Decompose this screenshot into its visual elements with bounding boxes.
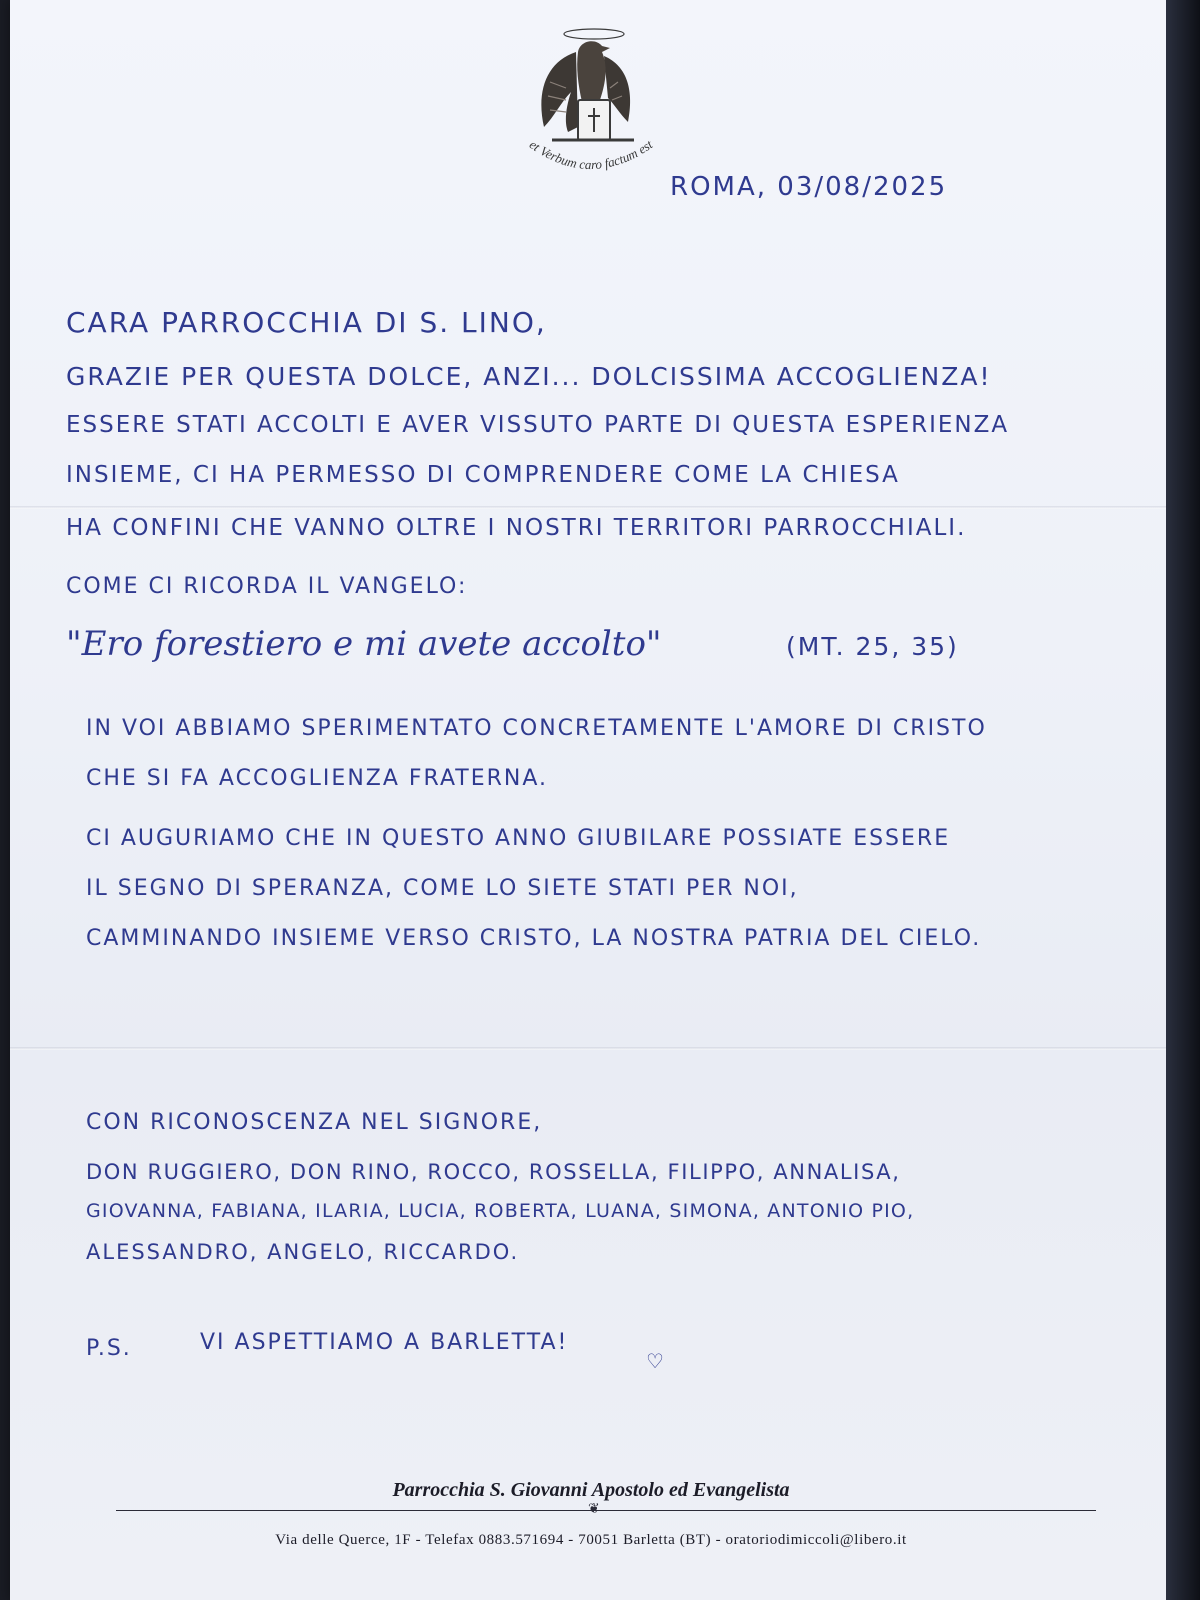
body2-line-5: CAMMINANDO INSIEME VERSO CRISTO, LA NOSTRA PATRIA DEL CIELO. (86, 926, 982, 951)
postscript-text: VI ASPETTIAMO A BARLETTA! (200, 1330, 569, 1355)
closing-line: CON RICONOSCENZA NEL SIGNORE, (86, 1110, 543, 1135)
background-surface (1166, 0, 1200, 1600)
heart-icon: ♡ (646, 1349, 664, 1373)
salutation: CARA PARROCCHIA DI S. LINO, (66, 306, 547, 339)
body-line-3: INSIEME, CI HA PERMESSO DI COMPRENDERE COME LA CHIESA (66, 462, 900, 488)
place-and-date: ROMA, 03/08/2025 (670, 172, 948, 202)
body2-line-4: IL SEGNO DI SPERANZA, COME LO SIETE STATI PER NOI, (86, 876, 799, 901)
ornament-icon: ❦ (588, 1501, 600, 1517)
body2-line-2: CHE SI FA ACCOGLIENZA FRATERNA. (86, 766, 549, 791)
body-line-2: ESSERE STATI ACCOLTI E AVER VISSUTO PARTE DI QUESTA ESPERIENZA (66, 412, 1010, 438)
gospel-quote: "Ero forestiero e mi avete accolto" (66, 624, 662, 664)
letterhead-address: Via delle Querce, 1F - Telefax 0883.571694 - 70051 Barletta (BT) - oratoriodimiccoli@libero.it (275, 1532, 907, 1548)
svg-text:et Verbum caro factum est (527, 137, 656, 172)
body2-line-1: IN VOI ABBIAMO SPERIMENTATO CONCRETAMENTE L'AMORE DI CRISTO (86, 716, 987, 741)
body2-line-3: CI AUGURIAMO CHE IN QUESTO ANNO GIUBILARE POSSIATE ESSERE (86, 826, 951, 851)
paper-fold-lower (10, 1047, 1172, 1050)
gospel-reference: (MT. 25, 35) (786, 632, 959, 661)
body-line-5: COME CI RICORDA IL VANGELO: (66, 574, 468, 599)
body-line-4: HA CONFINI CHE VANNO OLTRE I NOSTRI TERRITORI PARROCCHIALI. (66, 515, 967, 541)
postscript-label: P.S. (86, 1336, 132, 1361)
signatures-line-3: ALESSANDRO, ANGELO, RICCARDO. (86, 1240, 520, 1264)
letter-sheet (10, 0, 1172, 1600)
paper-fold-upper (10, 506, 1172, 509)
body-line-1: GRAZIE PER QUESTA DOLCE, ANZI... DOLCISSIMA ACCOGLIENZA! (66, 362, 992, 391)
crest-motto: et Verbum caro factum est (526, 136, 656, 172)
signatures-line-1: DON RUGGIERO, DON RINO, ROCCO, ROSSELLA, FILIPPO, ANNALISA, (86, 1160, 901, 1184)
signatures-line-2: GIOVANNA, FABIANA, ILARIA, LUCIA, ROBERTA, LUANA, SIMONA, ANTONIO PIO, (86, 1200, 915, 1222)
eagle-crest-logo (516, 22, 666, 172)
letterhead-divider (116, 1510, 1096, 1511)
letterhead-parish-name: Parrocchia S. Giovanni Apostolo ed Evangelista (392, 1479, 790, 1501)
